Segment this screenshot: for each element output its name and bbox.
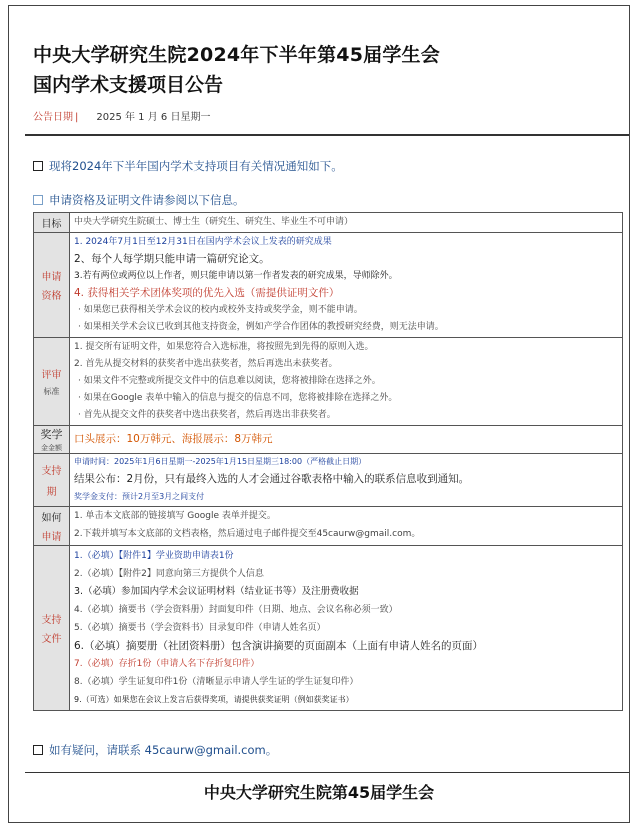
- document-item: 3.（必填）参加国内学术会议证明材料（结业证书等）及注册费收据: [74, 586, 359, 597]
- date-label: 公告日期: [33, 112, 73, 123]
- eligibility-line: · 如果您已获得相关学术会议的校内或校外支持或奖学金，则不能申请。: [78, 305, 363, 315]
- document-item: 9.（可选）如果您在会议上发言后获得奖项，请提供获奖证明（例如获奖证书）: [74, 695, 354, 704]
- target-text: 中央大学研究生院硕士、博士生（研究生、研究生、毕业生不可申请）: [74, 217, 354, 227]
- document-item: 8.（必填）学生证复印件1份（清晰显示申请人学生证的学生证复印件）: [74, 677, 359, 687]
- evaluation-line: · 首先从提交文件的获奖者中选出获奖者，然后再选出非获奖者。: [78, 410, 336, 420]
- checkbox-square-icon: [33, 161, 43, 171]
- document-item: 2.（必填）【附件2】同意向第三方提供个人信息: [74, 569, 264, 579]
- evaluation-line: · 如果文件不完整或所提交文件中的信息难以阅读，您将被排除在选择之外。: [78, 376, 381, 386]
- notice-line: [33, 158, 343, 174]
- evaluation-line: 1. 提交所有证明文件，如果您符合入选标准，将按照先到先得的原则入选。: [74, 342, 374, 352]
- howto-line: 2.下载并填写本文底部的文档表格，然后通过电子邮件提交至45caurw@gmail.com。: [74, 529, 421, 539]
- row-documents: [34, 546, 623, 711]
- row-eligibility: [34, 233, 623, 338]
- evaluation-line: · 如果在Google 表单中输入的信息与提交的信息不同，您将被排除在选择之外。: [78, 393, 398, 403]
- date-row: [33, 108, 210, 123]
- date-value: 2025 年 1 月 6 日星期一: [96, 112, 211, 123]
- eligibility-line: 3.若有两位或两位以上作者，则只能申请以第一作者发表的研究成果，导师除外。: [74, 271, 398, 281]
- header-divider: [25, 134, 629, 136]
- footer-divider: [25, 772, 629, 773]
- support-result-line: 结果公布：2月份，只有最终入选的人才会通过谷歌表格中输入的联系信息收到通知。: [74, 473, 470, 485]
- checkbox-square-icon: [33, 745, 43, 755]
- document-item: 5.（必填）摘要书（学会资料书）目录复印件（申请人姓名页）: [74, 623, 326, 633]
- document-item: 6.（必填）摘要册（社团资料册）包含演讲摘要的页面副本（上面有申请人姓名的页面）: [74, 640, 484, 652]
- eligibility-line: 2、每个人每学期只能申请一篇研究论文。: [74, 253, 270, 265]
- notice-page: [8, 5, 630, 823]
- notice-text: 现将2024年下半年国内学术支持项目有关情况通知如下。: [49, 159, 343, 173]
- eligibility-line: 1. 2024年7月1日至12月31日在国内学术会议上发表的研究成果: [74, 237, 332, 247]
- row-support-period: [34, 454, 623, 507]
- support-apply-time: 申请时间：2025年1月6日星期一-2025年1月15日星期三18:00（严格截止日期）: [74, 457, 367, 466]
- document-item: 7.（必填）存折1份（申请人名下存折复印件）: [74, 659, 260, 669]
- label-target: 目标: [34, 213, 70, 233]
- info-table: [33, 212, 623, 711]
- label-prize: 奖学 金金额: [34, 426, 70, 454]
- title-line-1: 中央大学研究生院2024年下半年第45届学生会: [33, 44, 440, 66]
- howto-line: 1. 单击本文底部的链接填写 Google 表单并提交。: [74, 511, 276, 521]
- contact-text[interactable]: 如有疑问，请联系 45caurw@gmail.com。: [49, 743, 278, 757]
- eligibility-line: · 如果相关学术会议已收到其他支持资金，例如产学合作团体的教授研究经费，则无法申请。: [78, 322, 444, 332]
- label-howto: 如何 申请: [34, 507, 70, 546]
- title-line-2: 国内学术支援项目公告: [33, 74, 224, 96]
- checkbox-square-icon: [33, 195, 43, 205]
- label-documents: 支持 文件: [34, 546, 70, 711]
- label-eligibility: 申请 资格: [34, 233, 70, 338]
- document-item: 1.（必填）【附件1】学业资助申请表1份: [74, 551, 234, 561]
- label-evaluation: 评审 标准: [34, 338, 70, 426]
- evaluation-line: 2. 首先从提交材料的获奖者中选出获奖者，然后再选出未获奖者。: [74, 359, 338, 369]
- eligibility-line: 4. 获得相关学术团体奖项的优先入选（需提供证明文件）: [74, 287, 340, 299]
- contact-line: [33, 742, 277, 758]
- document-item: 4.（必填）摘要书（学会资料册）封面复印件（日期、地点、会议名称必须一致）: [74, 605, 398, 615]
- row-howto: [34, 507, 623, 546]
- support-payment-line: 奖学金支付：预计2月至3月之间支付: [74, 492, 205, 501]
- date-separator: |: [75, 112, 79, 123]
- label-support-period: 支持 期: [34, 454, 70, 507]
- prize-text: 口头展示：10万韩元、海报展示：8万韩元: [74, 433, 273, 445]
- subnotice-text: 申请资格及证明文件请参阅以下信息。: [49, 193, 245, 207]
- subnotice-line: [33, 192, 245, 208]
- row-prize: [34, 426, 623, 454]
- row-target: [34, 213, 623, 233]
- row-evaluation: [34, 338, 623, 426]
- footer-organization: 中央大学研究生院第45届学生会: [203, 783, 435, 802]
